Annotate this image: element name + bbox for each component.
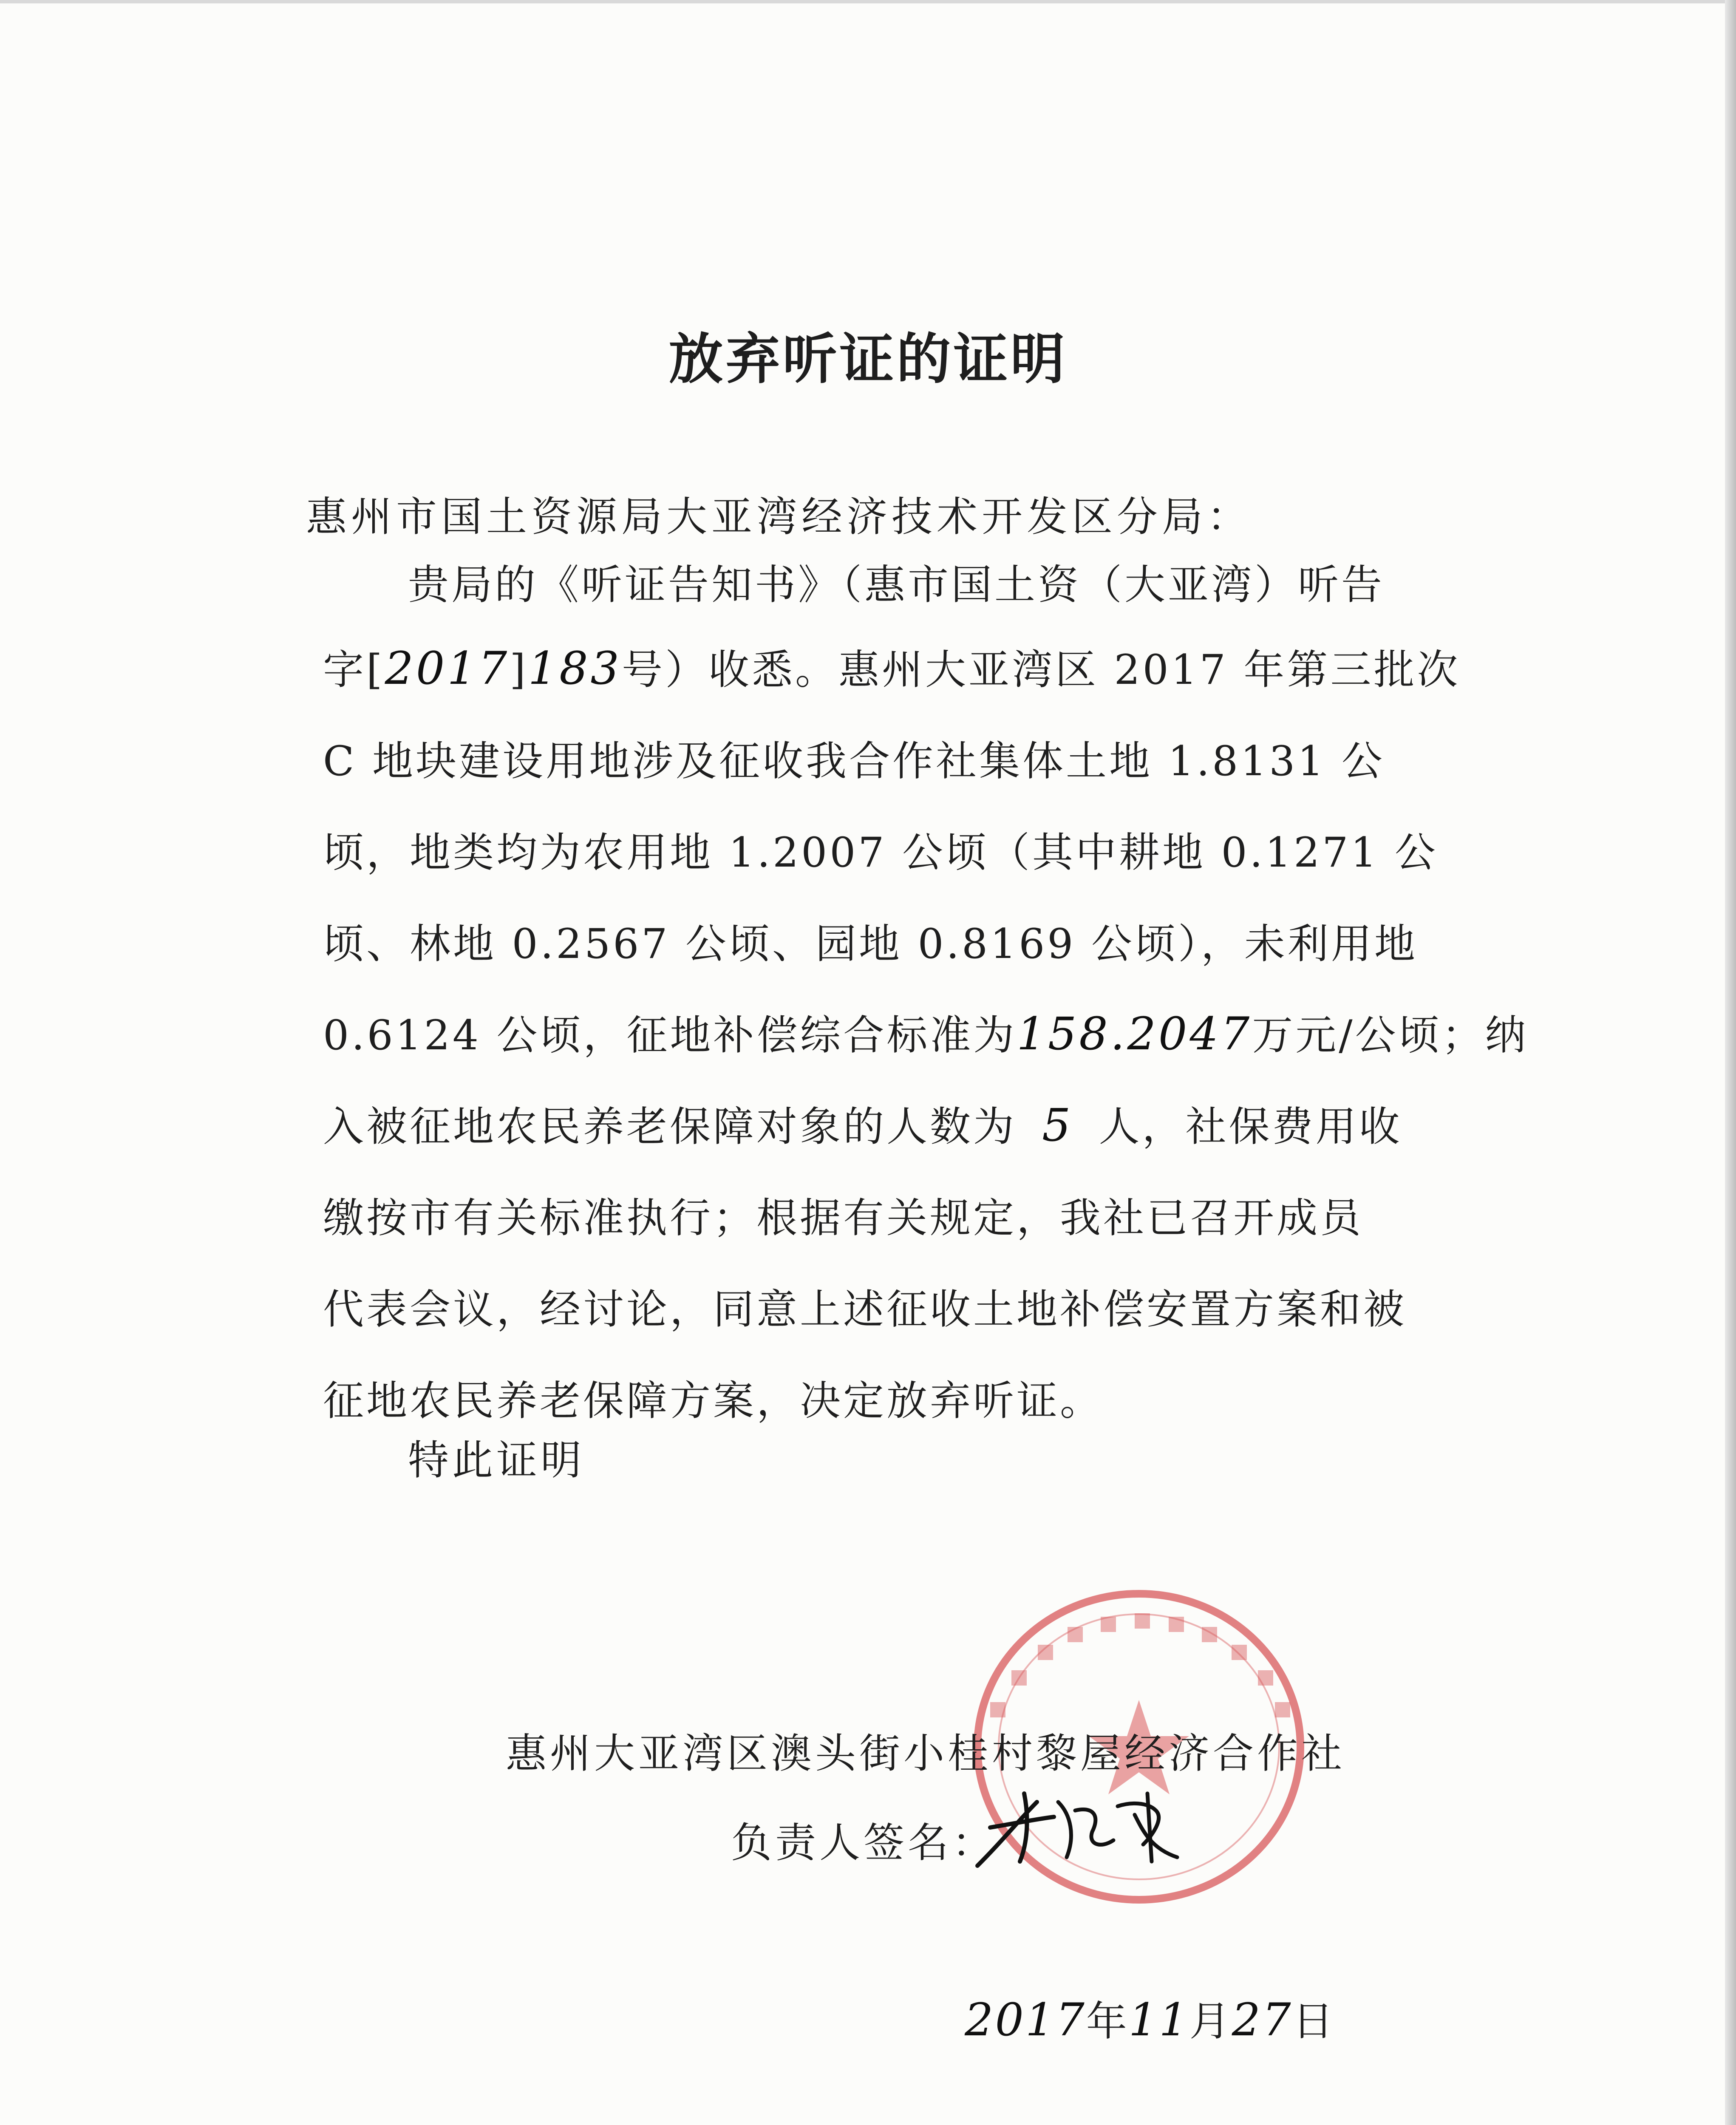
body-line-7-prefix: 入被征地农民养老保障对象的人数为 xyxy=(323,1103,1017,1150)
handwritten-person-count: 5 xyxy=(1042,1099,1073,1151)
signature-label: 负责人签名： xyxy=(731,1819,996,1867)
body-line-5: 顷、林地 0.2567 公顷、园地 0.8169 公顷），未利用地 xyxy=(323,920,1418,968)
body-line-6-prefix: 0.6124 公顷，征地补偿综合标准为 xyxy=(323,1012,1017,1059)
handwritten-year: 2017 xyxy=(385,642,510,694)
body-line-4: 顷，地类均为农用地 1.2007 公顷（其中耕地 0.1271 公 xyxy=(323,829,1438,876)
scan-top-edge xyxy=(0,0,1736,3)
date-month-unit: 月 xyxy=(1189,1998,1232,2045)
body-line-2-suffix: 号）收悉。惠州大亚湾区 2017 年第三批次 xyxy=(622,646,1461,694)
body-line-8: 缴按市有关标准执行；根据有关规定，我社已召开成员 xyxy=(323,1194,1363,1242)
closing-statement: 特此证明 xyxy=(408,1436,585,1484)
body-line-7-suffix: 人，社保费用收 xyxy=(1099,1103,1402,1150)
date-day-unit: 日 xyxy=(1292,1998,1335,2045)
body-line-7 xyxy=(323,1094,1436,1153)
handwritten-notice-number: 183 xyxy=(528,642,622,694)
date-handwritten-month: 11 xyxy=(1128,1994,1189,2046)
addressee: 惠州市国土资源局大亚湾经济技术开发区分局： xyxy=(306,493,1252,541)
body-line-2-bracket: ] xyxy=(510,646,528,694)
body-line-6-suffix: 万元/公顷；纳 xyxy=(1252,1012,1529,1059)
handwritten-compensation-amount: 158.2047 xyxy=(1017,1008,1252,1060)
body-line-2-prefix: 字[ xyxy=(323,646,385,694)
body-line-3: C 地块建设用地涉及征收我合作社集体土地 1.8131 公 xyxy=(323,737,1385,785)
body-line-1: 贵局的《听证告知书》（惠市国土资（大亚湾）听告 xyxy=(408,561,1385,609)
date-handwritten-day: 27 xyxy=(1232,1994,1293,2046)
body-line-2 xyxy=(323,638,1461,696)
date-year-unit: 年 xyxy=(1086,1998,1129,2045)
organization-name: 惠州大亚湾区澳头街小桂村黎屋经济合作社 xyxy=(506,1730,1345,1777)
body-line-6 xyxy=(323,1003,1529,1061)
signing-date xyxy=(965,1989,1335,2047)
handwritten-signature xyxy=(965,1776,1203,1878)
document-title: 放弃听证的证明 xyxy=(668,328,1068,391)
body-line-9: 代表会议，经讨论，同意上述征收土地补偿安置方案和被 xyxy=(323,1286,1407,1333)
body-line-10: 征地农民养老保障方案，决定放弃听证。 xyxy=(323,1377,1103,1425)
date-handwritten-year: 2017 xyxy=(965,1994,1086,2046)
